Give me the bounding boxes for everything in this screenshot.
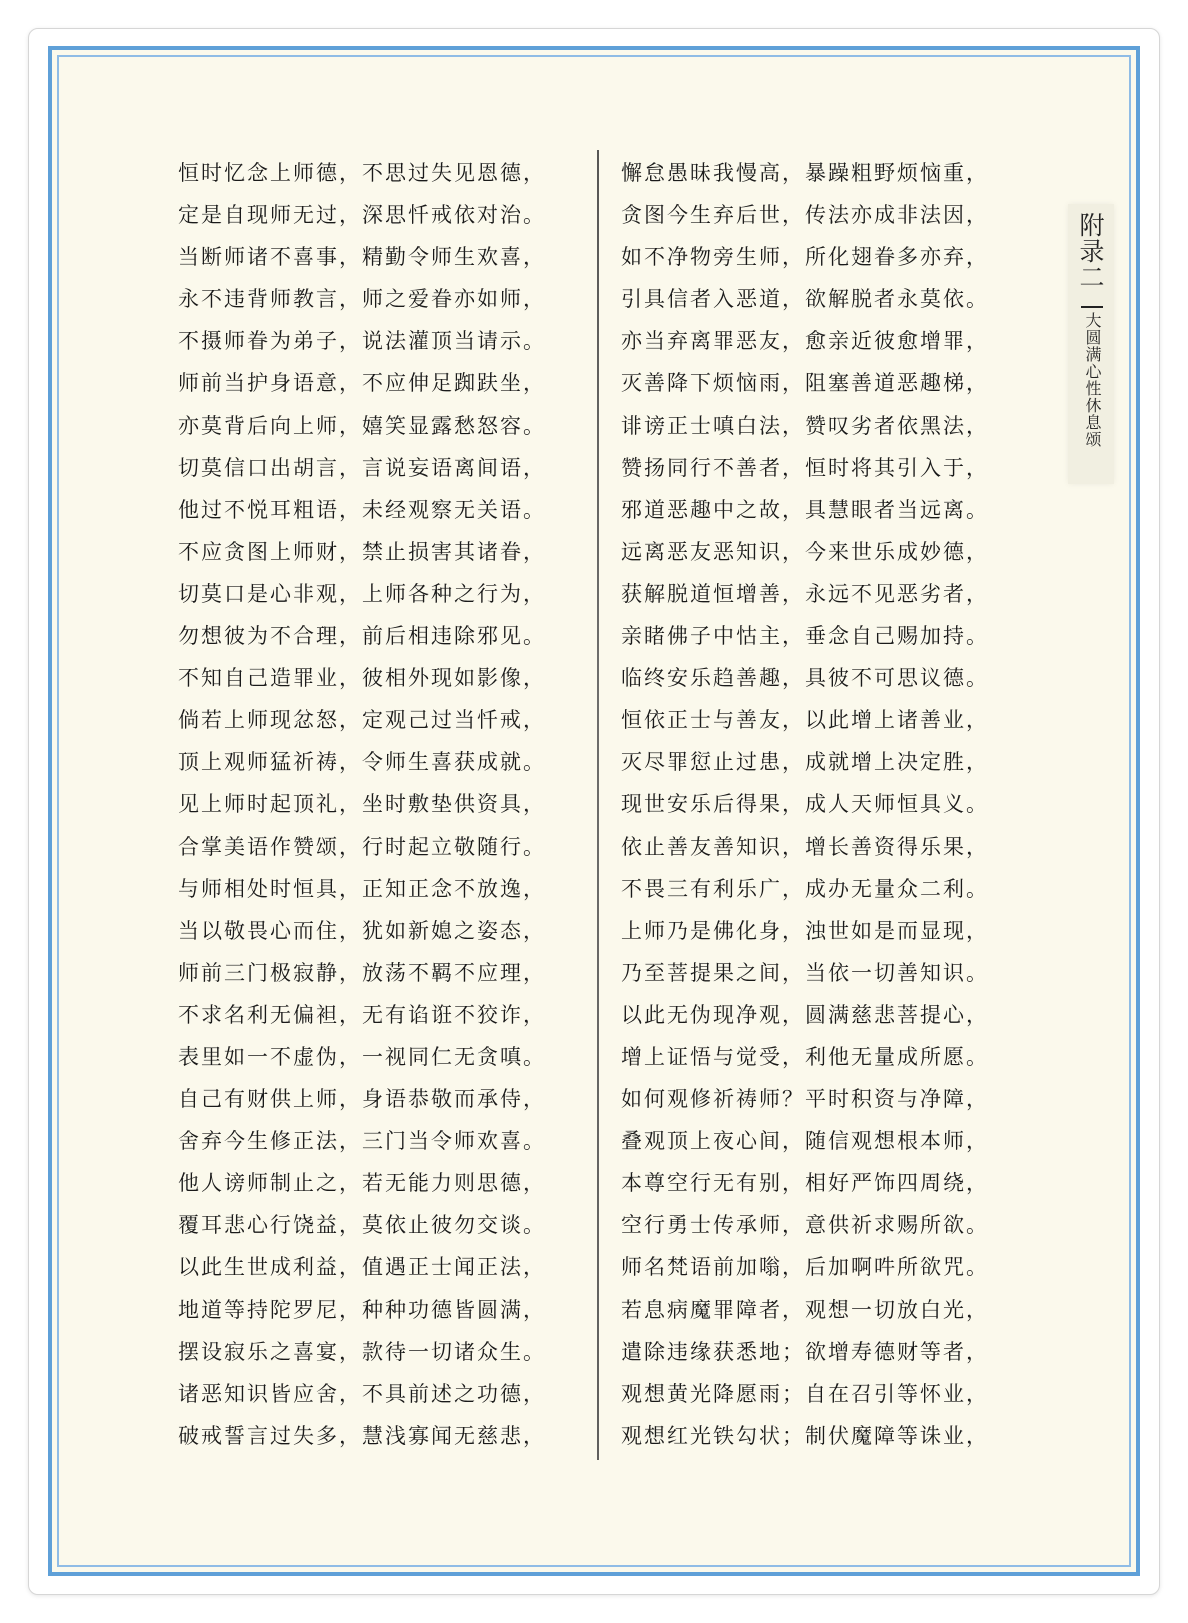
- verse-line: 恒依正士与善友，以此增上诸善业，: [621, 708, 989, 733]
- verse-line: 他人谤师制止之，若无能力则思德，: [178, 1171, 546, 1196]
- verse-line: 引具信者入恶道，欲解脱者永莫依。: [621, 287, 989, 312]
- verse-line: 永不违背师教言，师之爱眷亦如师，: [178, 287, 546, 312]
- verse-line: 乃至菩提果之间，当依一切善知识。: [621, 960, 989, 985]
- verse-line: 顶上观师猛祈祷，令师生喜获成就。: [178, 750, 546, 775]
- verse-line: 覆耳悲心行饶益，莫依止彼勿交谈。: [178, 1213, 546, 1238]
- verse-line: 以此生世成利益，值遇正士闻正法，: [178, 1255, 546, 1280]
- verse-line: 师名梵语前加嗡，后加啊吽所欲咒。: [621, 1255, 989, 1280]
- verse-line: 上师乃是佛化身，浊世如是而显现，: [621, 918, 989, 943]
- verse-line: 赞扬同行不善者，恒时将其引入于，: [621, 455, 989, 480]
- verse-line: 不畏三有利乐广，成办无量众二利。: [621, 876, 989, 901]
- verse-line: 如不净物旁生师，所化翅眷多亦弃，: [621, 245, 989, 270]
- verse-line: 若息病魔罪障者，观想一切放白光，: [621, 1297, 989, 1322]
- verse-line: 倘若上师现忿怒，定观己过当忏戒，: [178, 708, 546, 733]
- verse-line: 切莫信口出胡言，言说妄语离间语，: [178, 455, 546, 480]
- verse-line: 以此无伪现净观，圆满慈悲菩提心，: [621, 1002, 989, 1027]
- appendix-title: 附录二: [1076, 212, 1105, 290]
- verse-line: 勿想彼为不合理，前后相违除邪见。: [178, 624, 546, 649]
- column-divider: [597, 150, 599, 1460]
- verse-line: 他过不悦耳粗语，未经观察无关语。: [178, 497, 546, 522]
- verse-line: 见上师时起顶礼，坐时敷垫供资具，: [178, 792, 546, 817]
- verse-line: 不摄师眷为弟子，说法灌顶当请示。: [178, 329, 546, 354]
- verse-line: 当断师诸不喜事，精勤令师生欢喜，: [178, 245, 546, 270]
- verse-line: 邪道恶趣中之故，具慧眼者当远离。: [621, 497, 989, 522]
- verse-line: 师前当护身语意，不应伸足踟趺坐，: [178, 371, 546, 396]
- left-column: [178, 152, 558, 1457]
- verse-line: 当以敬畏心而住，犹如新媳之姿态，: [178, 918, 546, 943]
- verse-line: 观想黄光降愿雨；自在召引等怀业，: [621, 1381, 989, 1406]
- verse-line: 亦莫背后向上师，嬉笑显露愁怒容。: [178, 413, 546, 438]
- verse-line: 本尊空行无有别，相好严饰四周绕，: [621, 1171, 989, 1196]
- right-column: [621, 152, 1001, 1457]
- verse-line: 不知自己造罪业，彼相外现如影像，: [178, 666, 546, 691]
- verse-line: 空行勇士传承师，意供祈求赐所欲。: [621, 1213, 989, 1238]
- verse-line: 如何观修祈祷师？平时积资与净障，: [621, 1087, 989, 1112]
- verse-line: 诽谤正士嗔白法，赞叹劣者依黑法，: [621, 413, 989, 438]
- verse-line: 定是自现师无过，深思忏戒依对治。: [178, 203, 546, 228]
- verse-line: 遣除违缘获悉地；欲增寿德财等者，: [621, 1339, 989, 1364]
- verse-line: 灭善降下烦恼雨，阻塞善道恶趣梯，: [621, 371, 989, 396]
- verse-line: 恒时忆念上师德，不思过失见恩德，: [178, 161, 546, 185]
- verse-line: 自己有财供上师，身语恭敬而承侍，: [178, 1087, 546, 1112]
- verse-line: 懈怠愚昧我慢高，暴躁粗野烦恼重，: [621, 161, 989, 185]
- verse-line: 舍弃今生修正法，三门当令师欢喜。: [178, 1129, 546, 1154]
- verse-line: 获解脱道恒增善，永远不见恶劣者，: [621, 581, 989, 606]
- verse-line: 远离恶友恶知识，今来世乐成妙德，: [621, 539, 989, 564]
- verse-line: 亲睹佛子中怙主，垂念自己赐加持。: [621, 624, 989, 649]
- title-rule: [1081, 306, 1103, 308]
- verse-line: 灭尽罪愆止过患，成就增上决定胜，: [621, 750, 989, 775]
- verse-line: 合掌美语作赞颂，行时起立敬随行。: [178, 834, 546, 859]
- verse-line: 叠观顶上夜心间，随信观想根本师，: [621, 1129, 989, 1154]
- verse-line: 与师相处时恒具，正知正念不放逸，: [178, 876, 546, 901]
- verse-line: 切莫口是心非观，上师各种之行为，: [178, 581, 546, 606]
- verse-line: 不应贪图上师财，禁止损害其诸眷，: [178, 539, 546, 564]
- verse-line: 表里如一不虚伪，一视同仁无贪嗔。: [178, 1044, 546, 1069]
- verse-line: 亦当弃离罪恶友，愈亲近彼愈增罪，: [621, 329, 989, 354]
- appendix-subtitle: 大圆满心性休息颂: [1083, 312, 1102, 448]
- verse-line: 观想红光铁勾状；制伏魔障等诛业，: [621, 1423, 989, 1448]
- verse-line: 贪图今生弃后世，传法亦成非法因，: [621, 203, 989, 228]
- verse-line: 不求名利无偏袒，无有谄诳不狡诈，: [178, 1002, 546, 1027]
- verse-line: 破戒誓言过失多，慧浅寡闻无慈悲，: [178, 1423, 546, 1448]
- verse-line: 诸恶知识皆应舍，不具前述之功德，: [178, 1381, 546, 1406]
- verse-line: 依止善友善知识，增长善资得乐果，: [621, 834, 989, 859]
- verse-line: 临终安乐趋善趣，具彼不可思议德。: [621, 666, 989, 691]
- appendix-side-title: [1068, 204, 1114, 484]
- verse-line: 地道等持陀罗尼，种种功德皆圆满，: [178, 1297, 546, 1322]
- verse-line: 摆设寂乐之喜宴，款待一切诸众生。: [178, 1339, 546, 1364]
- verse-line: 增上证悟与觉受，利他无量成所愿。: [621, 1044, 989, 1069]
- verse-line: 师前三门极寂静，放荡不羁不应理，: [178, 960, 546, 985]
- verse-line: 现世安乐后得果，成人天师恒具义。: [621, 792, 989, 817]
